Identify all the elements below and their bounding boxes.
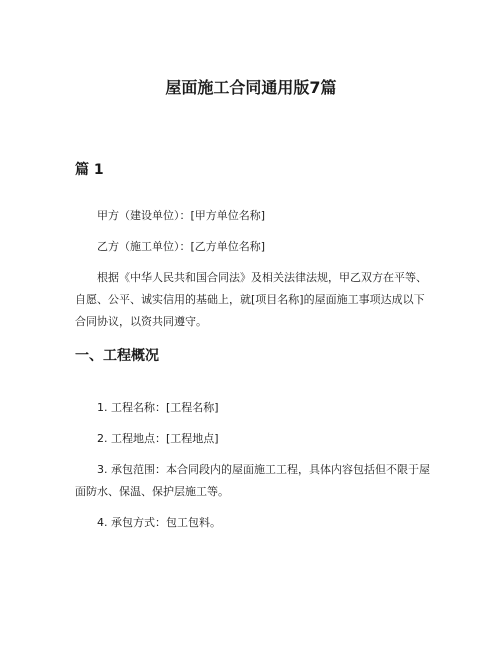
part-heading: 篇 1 <box>75 162 104 178</box>
list-item: 3. 承包范围：本合同段内的屋面施工工程，具体内容包括但不限于屋面防水、保温、保护层施工等。 <box>75 463 430 498</box>
list-item: 4. 承包方式：包工包料。 <box>97 516 221 529</box>
list-item: 1. 工程名称：[工程名称] <box>97 401 219 414</box>
party-b-line: 乙方（施工单位）：[乙方单位名称] <box>97 240 266 253</box>
preamble-paragraph: 根据《中华人民共和国合同法》及相关法律法规，甲乙双方在平等、自愿、公平、诚实信用的基础上，就[项目名称]的屋面施工事项达成以下合同协议，以资共同遵守。 <box>75 271 427 328</box>
document-title: 屋面施工合同通用版7篇 <box>165 78 337 97</box>
party-a-line: 甲方（建设单位）：[甲方单位名称] <box>97 209 266 222</box>
list-item: 2. 工程地点：[工程地点] <box>97 432 219 445</box>
section-heading-project-overview: 一、工程概况 <box>75 348 159 364</box>
